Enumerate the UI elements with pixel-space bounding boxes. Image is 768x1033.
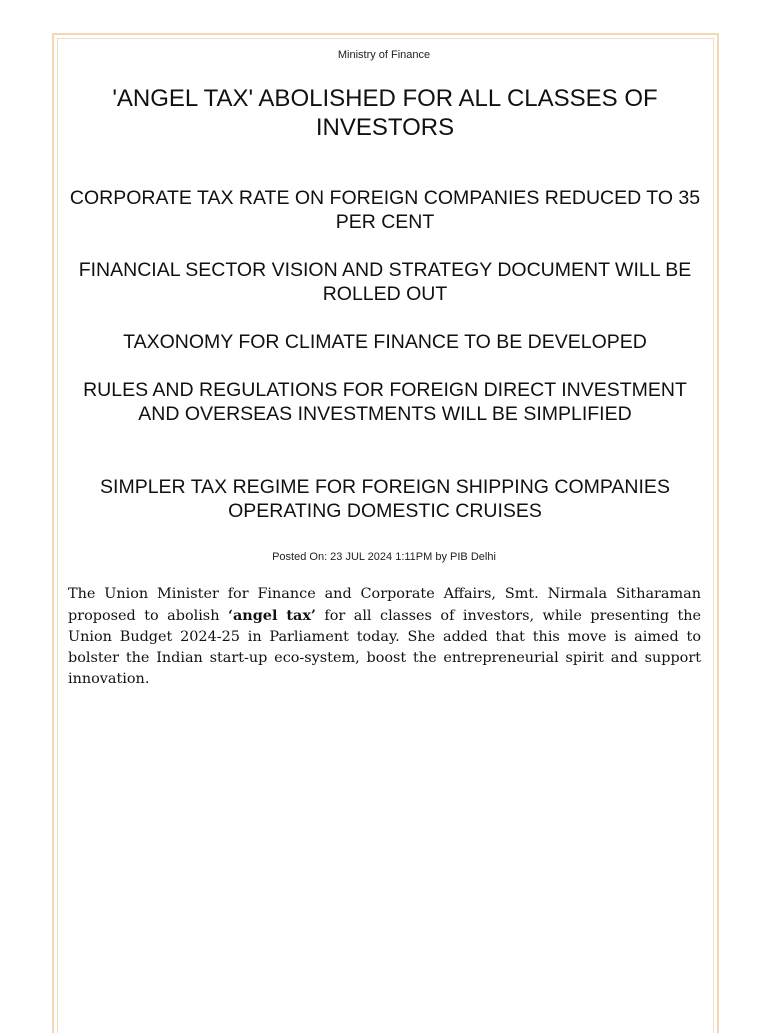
ministry-label: Ministry of Finance [337, 49, 431, 61]
subheading-climate-finance: TAXONOMY FOR CLIMATE FINANCE TO BE DEVELOPED [123, 331, 647, 353]
subheading-corporate-tax: CORPORATE TAX RATE ON FOREIGN COMPANIES REDUCED TO 35 PER CENT [69, 187, 701, 233]
subheading-financial-sector: FINANCIAL SECTOR VISION AND STRATEGY DOCUMENT WILL BE ROLLED OUT [78, 259, 692, 305]
posted-date: Posted On: 23 JUL 2024 1:11PM by PIB Delhi [272, 551, 496, 563]
body-text-part: The Union Minister for Finance and Corporate Affairs, Smt. Nirmala Sitharaman proposed to abolish [68, 586, 701, 624]
subheading-fdi-rules: RULES AND REGULATIONS FOR FOREIGN DIRECT INVESTMENT AND OVERSEAS INVESTMENTS WILL BE SIMPLIFIED [83, 379, 687, 425]
body-text-part: for all classes of investors, while presenting the Union Budget 2024-25 in Parliament today. She added that this move is aimed to bolster the Indian start-up eco-system, boost the entrepreneurial spirit and support innovation. [68, 608, 702, 687]
body-paragraph [68, 584, 701, 690]
document-frame [52, 33, 719, 1033]
page-title: 'ANGEL TAX' ABOLISHED FOR ALL CLASSES OF INVESTORS [112, 85, 658, 141]
body-bold-term: ‘angel tax’ [227, 607, 316, 624]
subheading-shipping-tax: SIMPLER TAX REGIME FOR FOREIGN SHIPPING COMPANIES OPERATING DOMESTIC CRUISES [100, 476, 670, 522]
